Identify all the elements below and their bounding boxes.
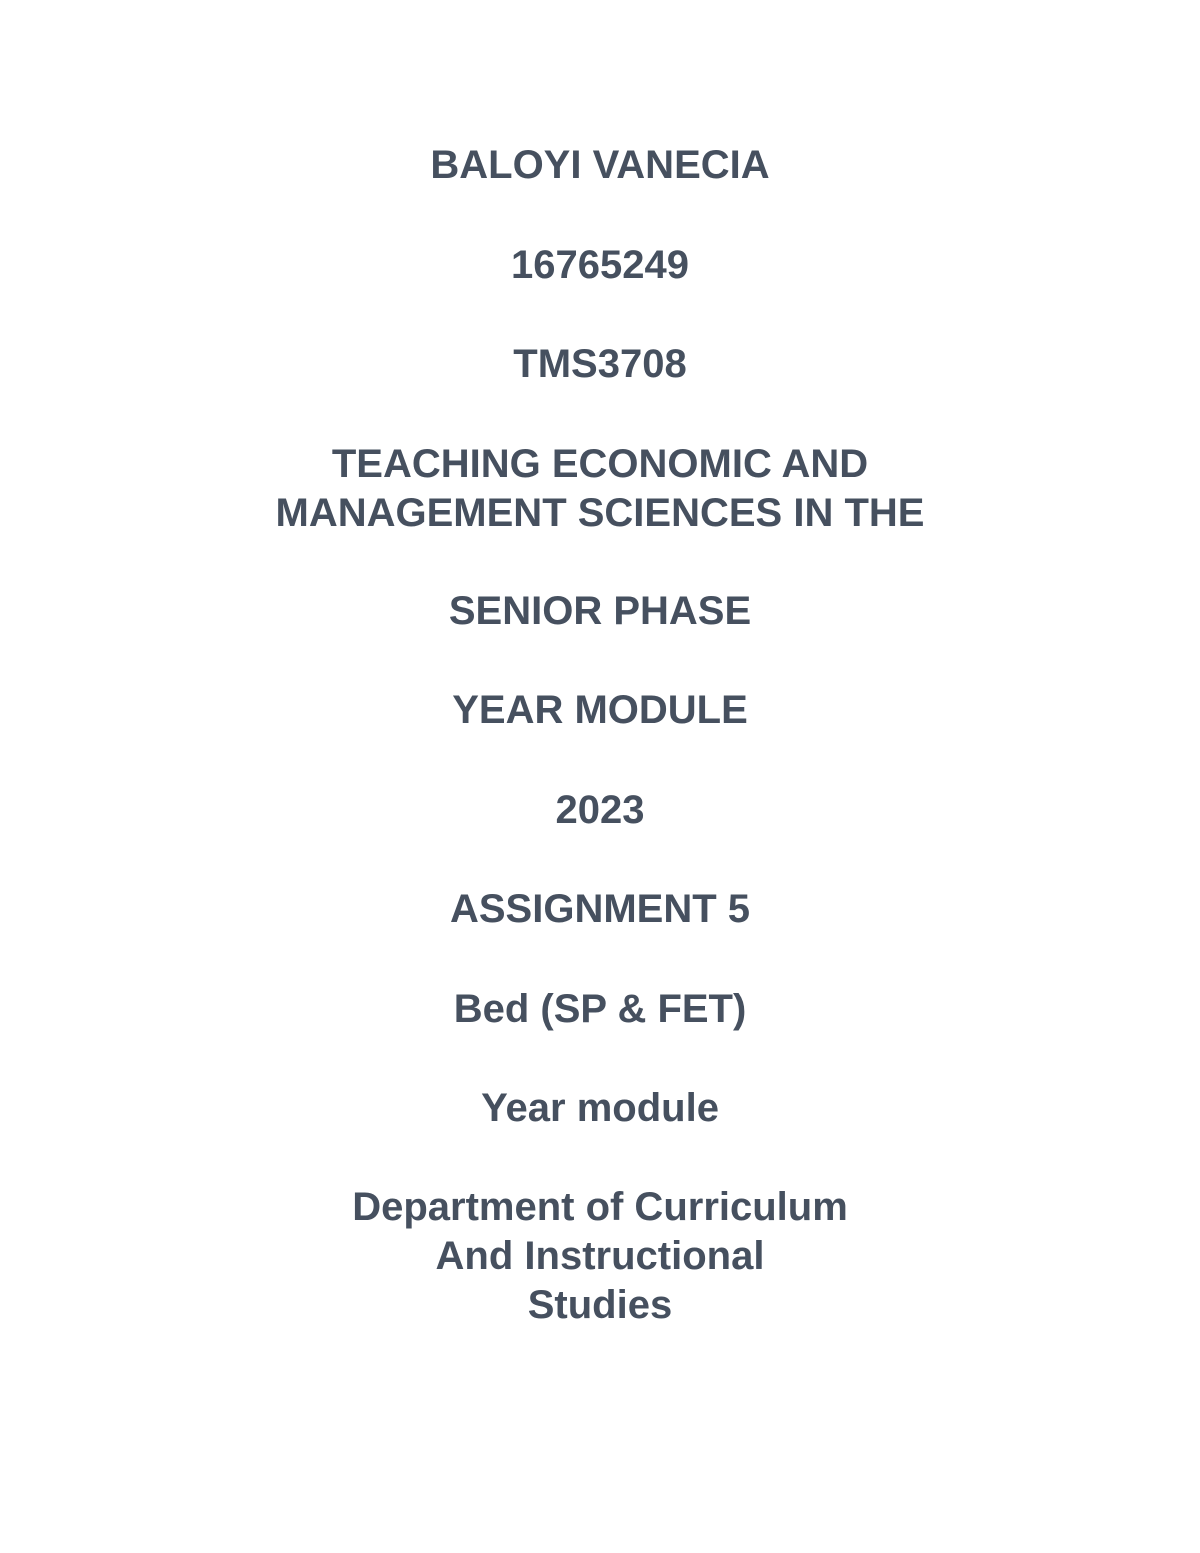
phase: SENIOR PHASE	[448, 589, 752, 633]
module-title	[0, 440, 1200, 538]
department-line: Department of Curriculum	[352, 1185, 848, 1229]
assignment-number: ASSIGNMENT 5	[449, 887, 751, 931]
student-name: BALOYI VANECIA	[430, 143, 770, 187]
module-code: TMS3708	[513, 342, 687, 386]
module-type: YEAR MODULE	[452, 688, 748, 732]
qualification: Bed (SP & FET)	[453, 987, 747, 1031]
department-line: Studies	[527, 1283, 673, 1327]
module-type-lower: Year module	[481, 1086, 719, 1130]
department-line: And Instructional	[435, 1234, 765, 1278]
year: 2023	[555, 788, 645, 832]
module-title-line: TEACHING ECONOMIC AND	[331, 442, 869, 486]
department	[0, 1183, 1200, 1330]
student-number: 16765249	[511, 243, 689, 287]
module-title-line: MANAGEMENT SCIENCES IN THE	[275, 491, 925, 535]
